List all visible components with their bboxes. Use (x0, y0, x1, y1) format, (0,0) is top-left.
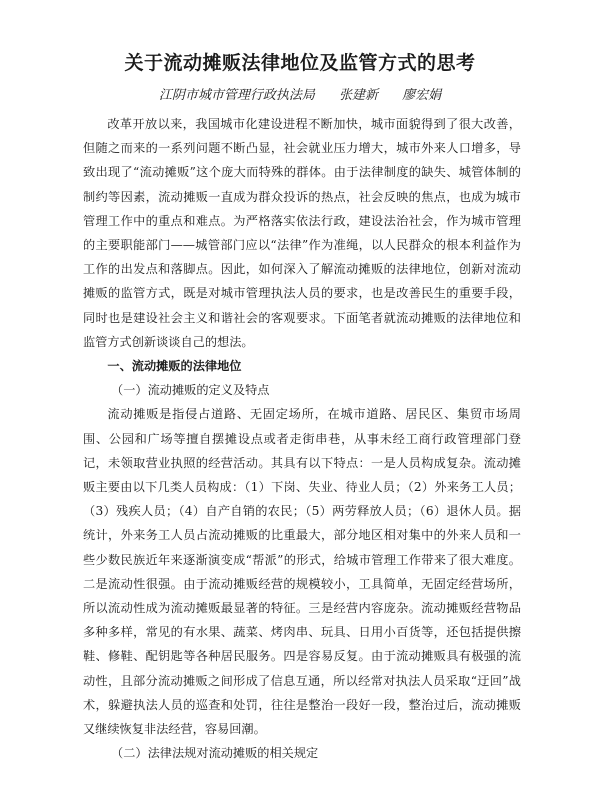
subsection-heading: （二）法律法规对流动摊贩的相关规定 (111, 746, 319, 761)
paper-title: 关于流动摊贩法律地位及监管方式的思考 (124, 52, 476, 74)
author-affiliation: 江阴市城市管理行政执法局 (158, 88, 315, 103)
author-name: 张建新 (338, 88, 378, 103)
byline (0, 84, 600, 103)
author-name: 廖宏娟 (402, 88, 442, 103)
subsection-heading: （一）流动摊贩的定义及特点 (111, 383, 270, 398)
intro-paragraph: 改革开放以来，我国城市化建设进程不断加快，城市面貌得到了很大改善，但随之而来的一系列问题不断凸显，社会就业压力增大，城市外来人口增多，导致出现了“流动摊贩”这个庞大而特殊的群体。由于法律制度的缺失、城管体制的制约等因素，流动摊贩一直成为群众投诉的热点，社会反映的焦点，也成为城市管理工作中的重点和难点。为严格落实依法行政，建设法治社会，作为城市管理的主要职能部门——城管部门应以“法律”作为准绳，以人民群众的根本利益作为工作的出发点和落脚点。因此，如何深入了解流动摊贩的法律地位，创新对流动摊贩的监管方式，既是对城市管理执法人员的要求，也是改善民生的重要手段，同时也是建设社会主义和谐社会的客观要求。下面笔者就流动摊贩的法律地位和监管方式创新谈谈自己的想法。 (83, 117, 521, 349)
body-paragraph: 流动摊贩是指侵占道路、无固定场所，在城市道路、居民区、集贸市场周围、公园和广场等擅自摆摊设点或者走街串巷，从事未经工商行政管理部门登记，未领取营业执照的经营活动。其具有以下特点：一是人员构成复杂。流动摊贩主要由以下几类人员构成：（1）下岗、失业、待业人员；（2）外来务工人员；（3）残疾人员；（4）自产自销的农民；（5）两劳释放人员；（6）退休人员。据统计，外来务工人员占流动摊贩的比重最大，部分地区相对集中的外来人员和一些少数民族近年来逐渐演变成“帮派”的形式，给城市管理工作带来了很大难度。二是流动性很强。由于流动摊贩经营的规模较小，工具简单，无固定经营场所，所以流动性成为流动摊贩最显著的特征。三是经营内容庞杂。流动摊贩经营物品多种多样，常见的有水果、蔬菜、烤肉串、玩具、日用小百货等，还包括提供擦鞋、修鞋、配钥匙等各种居民服务。四是容易反复。由于流动摊贩具有极强的流动性，且部分流动摊贩之间形成了信息互通，所以经常对执法人员采取“迂回”战术，躲避执法人员的巡查和处罚，往往是整治一段好一段，整治过后，流动摊贩又继续恢复非法经营，容易回潮。 (83, 407, 521, 737)
body-text (83, 112, 521, 765)
section-heading: 一、流动摊贩的法律地位 (107, 359, 242, 374)
